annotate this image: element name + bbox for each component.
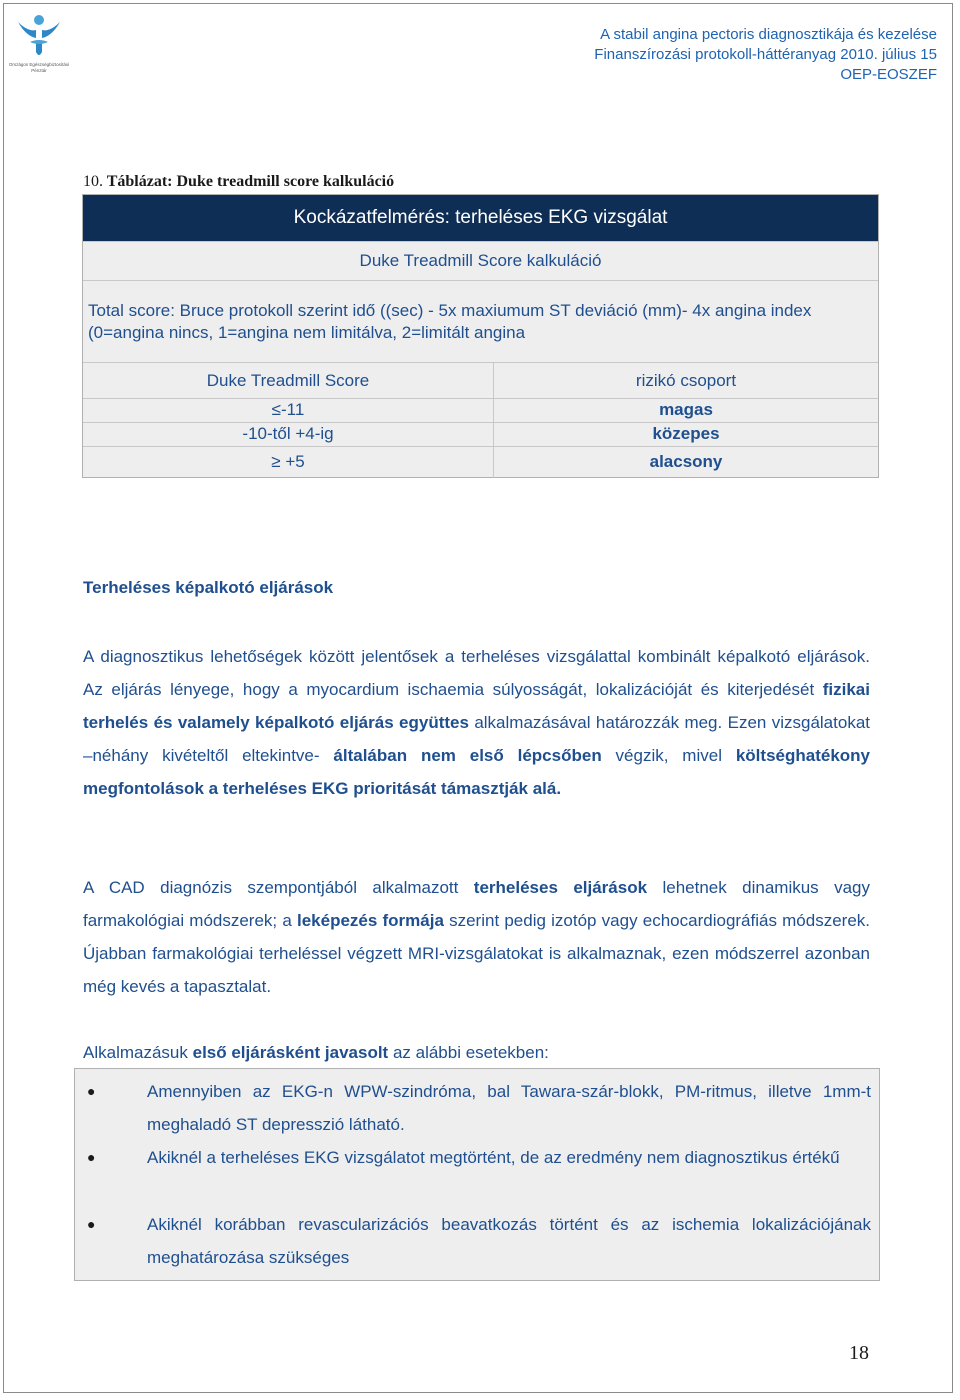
header-risk: rizikó csoport xyxy=(493,363,878,398)
bold-run: általában nem első lépcsőben xyxy=(333,746,602,765)
risk-value: közepes xyxy=(493,422,878,446)
table-row xyxy=(83,446,878,478)
bullet-icon: ● xyxy=(87,1216,96,1232)
text-run: Alkalmazásuk xyxy=(83,1043,193,1062)
text-run: végzik, mivel xyxy=(601,746,736,765)
logo-figure-icon xyxy=(8,12,70,62)
text-run: lehetnek dinamikus vagy farmakológiai módszerek; a xyxy=(83,878,870,930)
text-run: szerint pedig izotóp vagy echocardiográfiás módszerek. Újabban farmakológiai terheléssel végzett MRI-vizsgálatokat is alkalmaznak, ezen módszerrel azonban még kevés a tapasztalat. xyxy=(83,911,871,996)
table-number: 10. xyxy=(83,173,103,190)
bullet-icon: ● xyxy=(87,1083,96,1099)
box-title: Kockázatfelmérés: terheléses EKG vizsgálat xyxy=(83,195,878,241)
text-run: A diagnosztikus lehetőségek között jelentősek a terheléses vizsgálattal kombinált képalkotó eljárások. Az eljárás lényege, hogy a myocardium ischaemia súlyosságát, lokalizációját és kiterjedését xyxy=(83,647,870,699)
paragraph-cad xyxy=(83,871,870,1003)
paragraph-imaging xyxy=(83,640,870,805)
box-subtitle: Duke Treadmill Score kalkuláció xyxy=(83,241,878,281)
score-description: Total score: Bruce protokoll szerint idő ((sec) - 5x maxiumum ST deviáció (mm)- 4x angina index (0=angina nincs, 1=angina nem limitálva, 2=limitált angina xyxy=(88,301,812,342)
document-header xyxy=(594,25,937,85)
risk-value: magas xyxy=(493,398,878,422)
paragraph-indications-intro xyxy=(83,1036,870,1069)
bold-run: költséghatékony megfontolások a terheléses EKG prioritását támasztják alá. xyxy=(83,746,870,798)
score-value: ≥ +5 xyxy=(271,452,305,471)
bold-run: leképezés formája xyxy=(296,911,444,930)
score-table-header xyxy=(83,363,878,398)
bullet-icon: ● xyxy=(87,1149,96,1165)
header-score: Duke Treadmill Score xyxy=(206,371,370,390)
risk-value: alacsony xyxy=(493,446,878,478)
table-caption xyxy=(83,173,394,191)
table-row xyxy=(83,398,878,422)
list-item-text: Amennyiben az EKG-n WPW-szindróma, bal Tawara-szár-blokk, PM-ritmus, illetve 1mm-t meghaladó ST depresszió látható. xyxy=(147,1082,871,1134)
score-value: -10-től +4-ig xyxy=(242,424,334,443)
table-row xyxy=(83,422,878,446)
logo-caption: Országos Egészségbiztosítási Pénztár xyxy=(8,62,70,73)
risk-assessment-box xyxy=(82,194,879,478)
header-title: A stabil angina pectoris diagnosztikája és kezelése xyxy=(600,26,937,43)
header-org: OEP-EOSZEF xyxy=(840,66,937,83)
page-number: 18 xyxy=(849,1342,869,1364)
bold-run: terheléses eljárások xyxy=(473,878,648,897)
score-value: ≤-11 xyxy=(271,400,305,419)
bold-run: első eljárásként javasolt xyxy=(192,1043,389,1062)
text-run: az alábbi esetekben: xyxy=(388,1043,549,1062)
list-item-text: Akiknél korábban revascularizációs beavatkozás történt és az ischemia lokalizációjának meghatározása szükséges xyxy=(147,1215,871,1267)
header-subtitle: Finanszírozási protokoll-háttéranyag 2010. július 15 xyxy=(594,46,937,63)
bold-run: fizikai terhelés és valamely képalkotó eljárás együttes xyxy=(83,680,870,732)
table-caption-text: Táblázat: Duke treadmill score kalkuláció xyxy=(106,173,395,190)
oep-logo xyxy=(8,12,70,82)
indications-list xyxy=(74,1068,880,1281)
text-run: alkalmazásával határozzák meg. Ezen vizsgálatokat –néhány kivételtől eltekintve- xyxy=(83,713,870,765)
text-run: A CAD diagnózis szempontjából alkalmazott xyxy=(83,878,474,897)
section-title: Terheléses képalkotó eljárások xyxy=(83,578,334,597)
score-table xyxy=(83,362,878,477)
list-item-text: Akiknél a terheléses EKG vizsgálatot megtörtént, de az eredmény nem diagnosztikus értékű xyxy=(147,1148,840,1167)
